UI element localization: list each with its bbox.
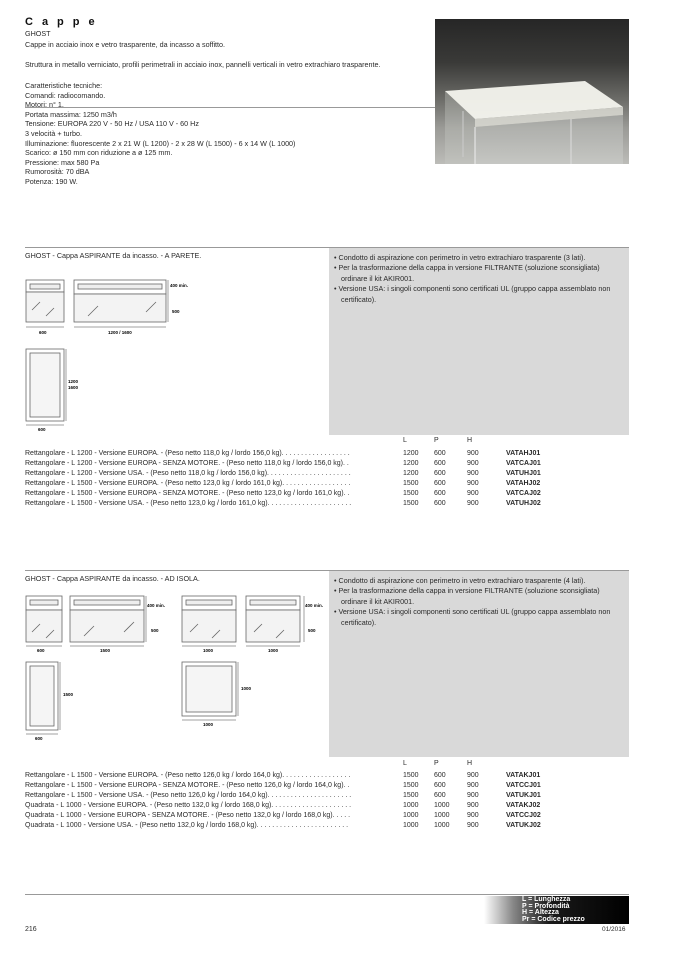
dim-label: 1200 / 1600 — [108, 330, 132, 335]
spec-line: Caratteristiche tecniche: — [25, 81, 103, 90]
col-header-h: H — [467, 437, 473, 444]
table-row: Rettangolare - L 1500 - Versione USA. - (Peso netto 126,0 kg / lordo 164,0 kg). . . . . . . . . . . . . . . . . . . . . . 1500 600 900 VATUKJ01 — [25, 792, 541, 799]
table-row: Rettangolare - L 1500 - Versione EUROPA. - (Peso netto 123,0 kg / lordo 161,0 kg). . . . . . . . . . . . . . . . . . 1500 600 900 VATAHJ02 — [25, 480, 541, 487]
product-structure: Struttura in metallo verniciato, profili perimetrali in acciaio inox, pannelli verticali in vetro extrachiaro trasparente. — [25, 60, 381, 69]
table-row: Quadrata - L 1000 - Versione EUROPA. - (Peso netto 132,0 kg / lordo 168,0 kg). . . . . . . . . . . . . . . . . . . . . 1000 1000 900 VATAKJ02 — [25, 802, 541, 809]
dim-label: 1600 — [68, 385, 79, 390]
dim-label: 600 — [35, 736, 43, 741]
legend-item: Pr = Codice prezzo — [522, 916, 585, 924]
col-header-p: P — [434, 437, 439, 444]
spec-line: Pressione: max 580 Pa — [25, 157, 100, 167]
dim-label: 400 min. — [147, 603, 166, 608]
dim-label: 1000 — [203, 648, 214, 653]
note-item: • Per la trasformazione della cappa in versione FILTRANTE (soluzione sconsigliata) ordinare il kit AKIR001. — [334, 263, 600, 283]
dim-label: 500 — [151, 628, 159, 633]
legend-box — [484, 896, 629, 924]
dim-label: 1000 — [268, 648, 279, 653]
page-number: 216 — [25, 926, 37, 933]
note-item: • Per la trasformazione della cappa in versione FILTRANTE (soluzione sconsigliata) ordinare il kit AKIR001. — [334, 586, 600, 606]
dim-label: 400 min. — [305, 603, 324, 608]
table-row: Quadrata - L 1000 - Versione EUROPA - SENZA MOTORE. - (Peso netto 132,0 kg / lordo 168,0 kg). . . . . 1000 1000 900 VATCCJ02 — [25, 812, 541, 819]
spec-line: Rumorosità: 70 dBA — [25, 167, 90, 177]
table-row: Rettangolare - L 1200 - Versione USA. - (Peso netto 118,0 kg / lordo 156,0 kg). . . . . . . . . . . . . . . . . . . . . . 1200 600 900 VATUHJ01 — [25, 470, 541, 477]
note-item: • Condotto di aspirazione con perimetro in vetro extrachiaro trasparente (4 lati). — [334, 576, 586, 585]
table-row: Rettangolare - L 1200 - Versione EUROPA. - (Peso netto 118,0 kg / lordo 156,0 kg). . . . . . . . . . . . . . . . . . 1200 600 900 VATAHJ01 — [25, 450, 541, 457]
note-item: • Versione USA: i singoli componenti sono certificati UL (gruppo cappa assemblato non certificato). — [334, 607, 611, 627]
table-row: Rettangolare - L 1500 - Versione EUROPA - SENZA MOTORE. - (Peso netto 123,0 kg / lordo 161,0 kg). . 1500 600 900 VATCAJ02 — [25, 490, 541, 497]
table-row: Rettangolare - L 1500 - Versione USA. - (Peso netto 123,0 kg / lordo 161,0 kg). . . . . . . . . . . . . . . . . . . . . . 1500 600 900 VATUHJ02 — [25, 500, 541, 507]
dim-label: 400 min. — [170, 283, 189, 288]
spec-line: Portata massima: 1250 m3/h — [25, 109, 117, 119]
dim-label: 600 — [38, 427, 46, 432]
spec-line: 3 velocità + turbo. — [25, 128, 82, 138]
dim-label: 1000 — [241, 686, 252, 691]
col-header-p: P — [434, 760, 439, 767]
spec-line: Motori: n° 1. — [25, 100, 64, 110]
note-item: • Versione USA: i singoli componenti sono certificati UL (gruppo cappa assemblato non certificato). — [334, 284, 611, 304]
table-row: Rettangolare - L 1200 - Versione EUROPA - SENZA MOTORE. - (Peso netto 118,0 kg / lordo 156,0 kg). . 1200 600 900 VATCAJ01 — [25, 460, 541, 467]
col-header-l: L — [403, 437, 407, 444]
col-header-l: L — [403, 760, 407, 767]
dim-label: 500 — [308, 628, 316, 633]
dim-label: 1500 — [100, 648, 111, 653]
section1-title: GHOST - Cappa ASPIRANTE da incasso. - A PARETE. — [25, 251, 202, 260]
spec-line: Comandi: radiocomando. — [25, 90, 106, 100]
dim-label: 1000 — [203, 722, 214, 727]
table-row: Rettangolare - L 1500 - Versione EUROPA - SENZA MOTORE. - (Peso netto 126,0 kg / lordo 164,0 kg). . 1500 600 900 VATCCJ01 — [25, 782, 541, 789]
table-row: Rettangolare - L 1500 - Versione EUROPA. - (Peso netto 126,0 kg / lordo 164,0 kg). . . . . . . . . . . . . . . . . . 1500 600 900 VATAKJ01 — [25, 772, 541, 779]
note-item: • Condotto di aspirazione con perimetro in vetro extrachiaro trasparente (3 lati). — [334, 253, 586, 262]
dim-label: 600 — [39, 330, 47, 335]
dim-label: 1500 — [63, 692, 74, 697]
table-row: Quadrata - L 1000 - Versione USA. - (Peso netto 132,0 kg / lordo 168,0 kg). . . . . . . . . . . . . . . . . . . . . . . . 1000 1000 900 VATUKJ02 — [25, 822, 541, 829]
dim-label: 500 — [172, 309, 180, 314]
product-name: GHOST — [25, 29, 51, 38]
product-subtitle: Cappe in acciaio inox e vetro trasparente, da incasso a soffitto. — [25, 40, 226, 49]
spec-line: Scarico: ø 150 mm con riduzione a ø 125 mm. — [25, 148, 173, 158]
legend-item: L = Lunghezza — [522, 896, 571, 903]
dim-label: 1200 — [68, 379, 79, 384]
section2-title: GHOST - Cappa ASPIRANTE da incasso. - AD ISOLA. — [25, 574, 200, 583]
spec-line: Potenza: 190 W. — [25, 176, 78, 186]
footer-divider — [25, 894, 629, 895]
page-title: Cappe — [25, 16, 104, 28]
spec-line: Illuminazione: fluorescente 2 x 21 W (L 1200) - 2 x 28 W (L 1500) - 6 x 14 W (L 1000) — [25, 138, 296, 148]
legend-item: P = Profondità — [522, 902, 570, 910]
dim-label: 600 — [37, 648, 45, 653]
col-header-h: H — [467, 760, 473, 767]
edition-date: 01/2016 — [602, 926, 626, 933]
spec-line: Tensione: EUROPA 220 V - 50 Hz / USA 110 V - 60 Hz — [25, 119, 199, 129]
legend-item: H = Altezza — [522, 909, 559, 917]
